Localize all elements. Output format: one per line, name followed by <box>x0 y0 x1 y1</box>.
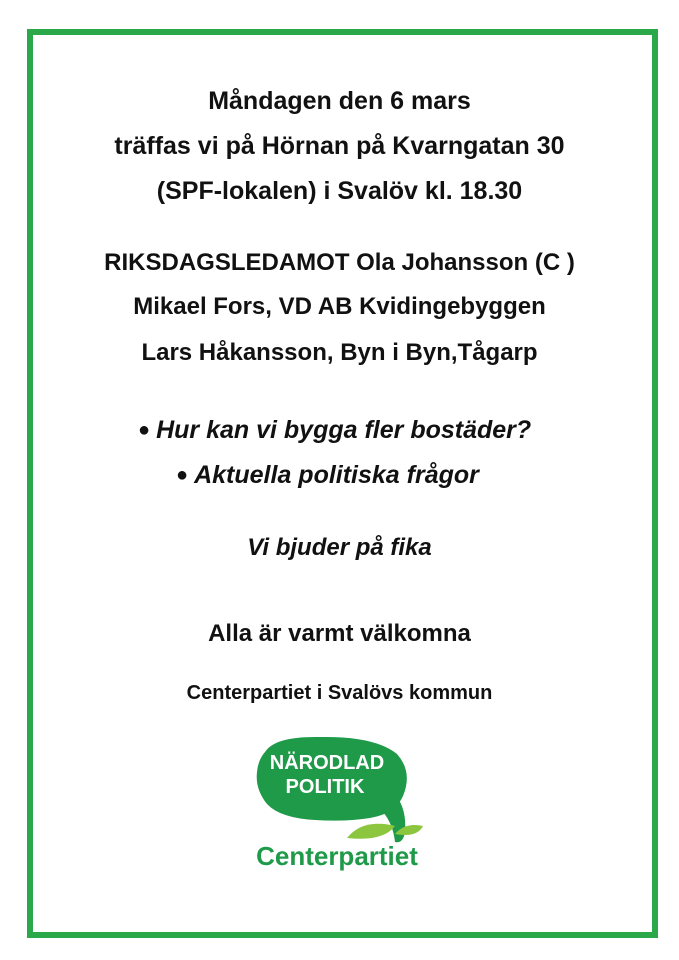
bubble-text-line2: POLITIK <box>285 776 365 798</box>
speaker-3: Lars Håkansson, Byn i Byn,Tågarp <box>141 339 538 366</box>
topic-text-2: Aktuella politiska frågor <box>194 461 479 489</box>
bubble-text-line1: NÄRODLAD <box>269 752 385 774</box>
place-line: träffas vi på Hörnan på Kvarngatan 30 <box>114 132 565 160</box>
organizer-line: Centerpartiet i Svalövs kommun <box>186 682 493 704</box>
welcome-line: Alla är varmt välkomna <box>208 620 471 647</box>
centerpartiet-logo <box>245 734 435 874</box>
fika-line: Vi bjuder på fika <box>247 534 432 561</box>
speaker-2: Mikael Fors, VD AB Kvidingebyggen <box>133 293 546 320</box>
topic-item-2 <box>176 461 479 490</box>
topic-item-1 <box>138 416 531 445</box>
bullet-icon: ● <box>176 464 189 486</box>
time-line: (SPF-lokalen) i Svalöv kl. 18.30 <box>156 177 523 205</box>
bullet-icon: ● <box>138 419 151 441</box>
speaker-1: RIKSDAGSLEDAMOT Ola Johansson (C ) <box>104 249 575 276</box>
party-name: Centerpartiet <box>256 841 418 871</box>
topic-text-1: Hur kan vi bygga fler bostäder? <box>156 416 532 444</box>
date-line: Måndagen den 6 mars <box>208 87 471 115</box>
leaf-shape <box>347 824 395 839</box>
